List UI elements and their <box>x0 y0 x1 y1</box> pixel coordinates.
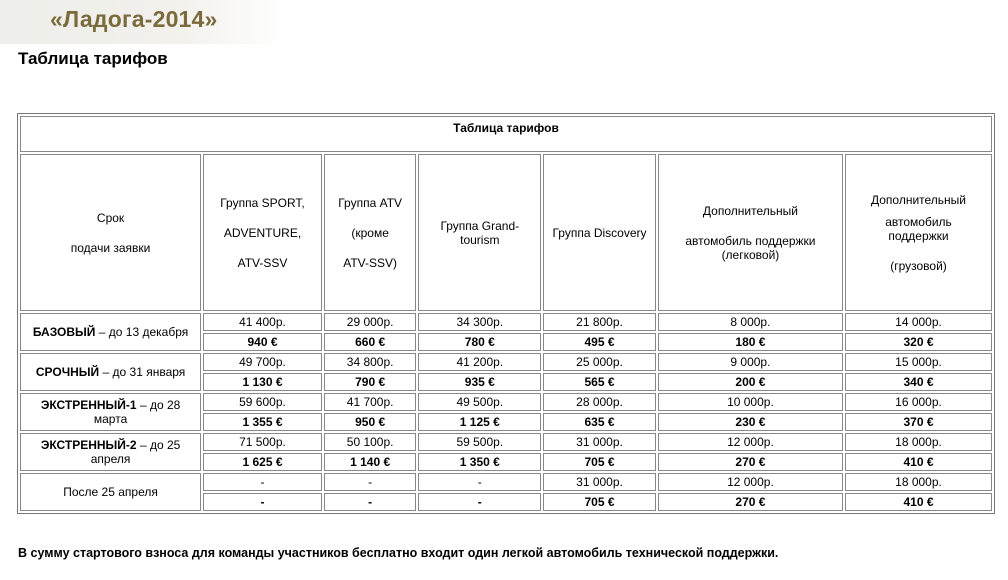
term-cell <box>20 313 201 351</box>
price-eur-cell: 270 € <box>658 493 843 511</box>
term-deadline: – до 28 марта <box>93 398 181 426</box>
price-eur-cell: 1 355 € <box>203 413 322 431</box>
table-body <box>20 313 992 511</box>
price-eur-cell: 270 € <box>658 453 843 471</box>
price-rub-cell: - <box>418 473 541 491</box>
table-caption: Таблица тарифов <box>20 116 992 152</box>
site-title: «Ладога-2014» <box>50 6 218 32</box>
price-rub-cell: 50 100р. <box>324 433 417 451</box>
header-grand-tourism: Группа Grand- tourism <box>418 154 541 311</box>
price-eur-cell: 940 € <box>203 333 322 351</box>
price-rub-cell: 15 000р. <box>845 353 992 371</box>
price-rub-cell: 31 000р. <box>543 433 656 451</box>
header-discovery: Группа Discovery <box>543 154 656 311</box>
price-rub-cell: 18 000р. <box>845 433 992 451</box>
price-rub-cell: 14 000р. <box>845 313 992 331</box>
term-deadline: – до 13 декабря <box>95 325 189 339</box>
price-eur-cell: 705 € <box>543 493 656 511</box>
price-rub-cell: 28 000р. <box>543 393 656 411</box>
price-eur-cell: 1 350 € <box>418 453 541 471</box>
price-eur-cell: - <box>418 493 541 511</box>
price-rub-cell: 41 200р. <box>418 353 541 371</box>
price-eur-cell: 705 € <box>543 453 656 471</box>
price-rub-cell: 34 300р. <box>418 313 541 331</box>
price-eur-cell: 180 € <box>658 333 843 351</box>
table-row <box>20 313 992 331</box>
price-rub-cell: 21 800р. <box>543 313 656 331</box>
price-eur-cell: 370 € <box>845 413 992 431</box>
term-deadline: После 25 апреля <box>63 485 158 499</box>
price-eur-cell: 200 € <box>658 373 843 391</box>
price-rub-cell: 12 000р. <box>658 473 843 491</box>
price-eur-cell: 320 € <box>845 333 992 351</box>
price-eur-cell: 660 € <box>324 333 417 351</box>
price-rub-cell: 29 000р. <box>324 313 417 331</box>
price-eur-cell: 1 125 € <box>418 413 541 431</box>
price-rub-cell: - <box>203 473 322 491</box>
price-rub-cell: 59 600р. <box>203 393 322 411</box>
price-eur-cell: 230 € <box>658 413 843 431</box>
tariff-table <box>17 113 995 514</box>
price-eur-cell: 790 € <box>324 373 417 391</box>
price-eur-cell: 410 € <box>845 493 992 511</box>
footnote: В сумму стартового взноса для команды участников бесплатно входит один легкой автомобиль технической поддержки. <box>18 546 779 560</box>
header-sport: Группа SPORT, ADVENTURE, ATV-SSV <box>203 154 322 311</box>
price-eur-cell: 935 € <box>418 373 541 391</box>
table-row <box>20 353 992 371</box>
price-eur-cell: 340 € <box>845 373 992 391</box>
term-deadline: – до 31 января <box>99 365 186 379</box>
term-cell <box>20 433 201 471</box>
table-row <box>20 393 992 411</box>
price-rub-cell: 9 000р. <box>658 353 843 371</box>
term-cell <box>20 393 201 431</box>
price-rub-cell: 12 000р. <box>658 433 843 451</box>
price-rub-cell: 34 800р. <box>324 353 417 371</box>
price-eur-cell: 635 € <box>543 413 656 431</box>
price-eur-cell: 1 140 € <box>324 453 417 471</box>
header-atv: Группа ATV (кроме ATV-SSV) <box>324 154 417 311</box>
price-rub-cell: 31 000р. <box>543 473 656 491</box>
price-rub-cell: 16 000р. <box>845 393 992 411</box>
header-term: Срок подачи заявки <box>20 154 201 311</box>
price-eur-cell: 1 625 € <box>203 453 322 471</box>
price-rub-cell: 10 000р. <box>658 393 843 411</box>
price-rub-cell: 49 500р. <box>418 393 541 411</box>
price-eur-cell: 950 € <box>324 413 417 431</box>
term-name: ЭКСТРЕННЫЙ-1 <box>40 398 137 412</box>
table-row <box>20 433 992 451</box>
price-rub-cell: 41 700р. <box>324 393 417 411</box>
price-eur-cell: 565 € <box>543 373 656 391</box>
price-eur-cell: 495 € <box>543 333 656 351</box>
term-deadline: – до 25 апреля <box>90 438 181 466</box>
header-support-truck: Дополнительный автомобиль поддержки (грузовой) <box>845 154 992 311</box>
price-rub-cell: 25 000р. <box>543 353 656 371</box>
header-support-car: Дополнительный автомобиль поддержки (легковой) <box>658 154 843 311</box>
page-title: Таблица тарифов <box>18 49 168 68</box>
price-rub-cell: 41 400р. <box>203 313 322 331</box>
price-rub-cell: 59 500р. <box>418 433 541 451</box>
term-name: БАЗОВЫЙ <box>32 325 96 339</box>
table-row <box>20 473 992 491</box>
price-rub-cell: - <box>324 473 417 491</box>
price-rub-cell: 18 000р. <box>845 473 992 491</box>
price-eur-cell: - <box>324 493 417 511</box>
term-cell <box>20 473 201 511</box>
price-rub-cell: 71 500р. <box>203 433 322 451</box>
term-name: СРОЧНЫЙ <box>35 365 100 379</box>
price-eur-cell: 1 130 € <box>203 373 322 391</box>
price-rub-cell: 8 000р. <box>658 313 843 331</box>
term-name: ЭКСТРЕННЫЙ-2 <box>40 438 137 452</box>
table-header-row <box>20 154 992 311</box>
term-cell <box>20 353 201 391</box>
price-rub-cell: 49 700р. <box>203 353 322 371</box>
price-eur-cell: - <box>203 493 322 511</box>
price-eur-cell: 780 € <box>418 333 541 351</box>
price-eur-cell: 410 € <box>845 453 992 471</box>
